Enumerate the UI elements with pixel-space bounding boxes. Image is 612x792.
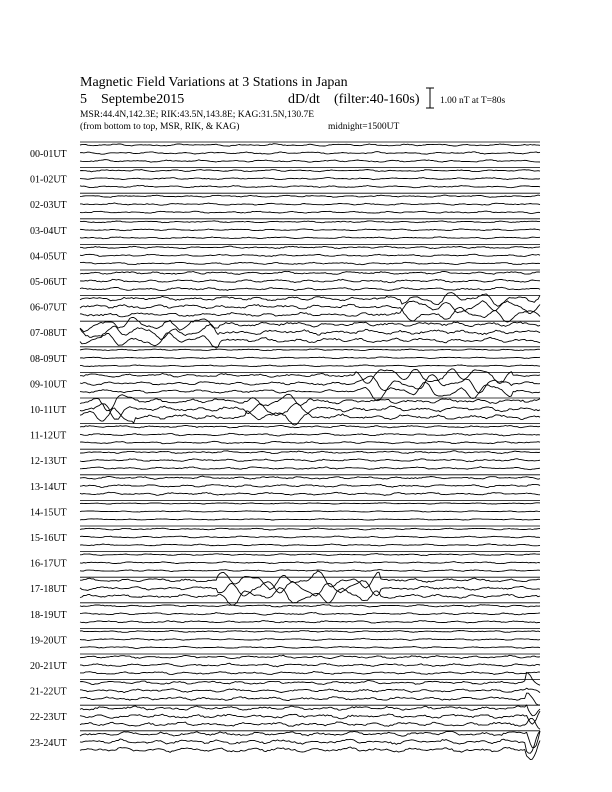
hour-label: 15-16UT <box>30 533 67 544</box>
trace-msr <box>80 621 540 623</box>
trace-msr <box>80 365 540 367</box>
trace-rik <box>80 403 540 419</box>
trace-rik <box>80 229 540 231</box>
trace-msr <box>80 718 540 729</box>
hour-label: 02-03UT <box>30 200 67 212</box>
hour-label: 14-15UT <box>30 507 67 519</box>
trace-rik <box>80 178 540 180</box>
trace-msr <box>80 237 540 239</box>
trace-msr <box>80 308 540 323</box>
trace-kag <box>80 731 540 748</box>
trace-kag <box>80 476 540 479</box>
filter-label: (filter:40-160s) <box>334 92 420 107</box>
scale-bar <box>426 88 434 108</box>
hour-label: 07-08UT <box>30 328 67 340</box>
trace-rik <box>80 485 540 488</box>
trace-msr <box>80 570 540 572</box>
trace-rik <box>80 536 540 538</box>
trace-rik <box>80 663 540 667</box>
hour-label: 23-24UT <box>30 737 67 749</box>
trace-kag <box>80 631 540 633</box>
trace-rik <box>80 357 540 359</box>
trace-kag <box>80 221 540 223</box>
trace-msr <box>80 519 540 520</box>
scale-bar-label: 1.00 nT at T=80s <box>440 96 506 106</box>
trace-kag <box>80 503 540 504</box>
trace-kag <box>80 349 540 351</box>
trace-rik <box>80 433 540 436</box>
hour-label: 00-01UT <box>30 149 67 160</box>
hour-label: 19-20UT <box>30 635 67 647</box>
trace-msr <box>80 671 540 674</box>
trace-rik <box>80 562 540 564</box>
hour-label: 13-14UT <box>30 481 67 493</box>
trace-rik <box>80 301 540 314</box>
trace-kag <box>80 425 540 427</box>
trace-kag <box>80 195 540 197</box>
trace-rik <box>80 613 540 616</box>
trace-rik <box>80 581 540 597</box>
trace-rik <box>80 459 540 462</box>
hour-label: 04-05UT <box>30 251 67 263</box>
trace-msr <box>80 544 540 546</box>
trace-msr <box>80 211 540 213</box>
trace-kag <box>80 705 540 716</box>
trace-rik <box>80 688 540 692</box>
hour-label: 01-02UT <box>30 174 67 186</box>
trace-msr <box>80 287 540 290</box>
hour-label: 05-06UT <box>30 277 67 288</box>
trace-msr <box>80 646 540 648</box>
trace-rik <box>80 152 540 155</box>
trace-rik <box>80 254 540 256</box>
trace-msr <box>80 467 540 470</box>
trace-kag <box>80 293 540 307</box>
station-order-note: (from bottom to top, MSR, RIK, & KAG) <box>80 122 240 132</box>
hour-label: 21-22UT <box>30 686 67 698</box>
trace-kag <box>80 672 540 685</box>
midnight-note: midnight=1500UT <box>328 122 400 132</box>
trace-kag <box>80 394 540 410</box>
trace-rik <box>80 279 540 282</box>
trace-msr <box>80 333 540 348</box>
chart-title: Magnetic Field Variations at 3 Stations in Japan <box>80 75 348 90</box>
trace-rik <box>80 638 540 640</box>
hour-label: 06-07UT <box>30 302 67 314</box>
trace-msr <box>80 408 540 425</box>
trace-kag <box>80 571 540 590</box>
trace-kag <box>80 170 540 172</box>
trace-kag <box>80 246 540 249</box>
trace-msr <box>80 741 540 760</box>
hour-label: 10-11UT <box>30 405 67 416</box>
hour-label: 03-04UT <box>30 225 67 237</box>
hour-label: 17-18UT <box>30 584 67 596</box>
trace-kag <box>80 528 540 530</box>
trace-msr <box>80 441 540 443</box>
trace-msr <box>80 693 540 705</box>
trace-kag <box>80 369 540 384</box>
hour-label: 22-23UT <box>30 712 67 724</box>
hour-label: 12-13UT <box>30 456 67 468</box>
hour-label: 18-19UT <box>30 609 67 621</box>
trace-msr <box>80 262 540 264</box>
hour-label: 09-10UT <box>30 379 67 391</box>
hour-label: 16-17UT <box>30 558 67 570</box>
trace-rik <box>80 203 540 205</box>
trace-kag <box>80 144 540 147</box>
trace-kag <box>80 451 540 454</box>
stations-coordinates: MSR:44.4N,142.3E; RIK:43.5N,143.8E; KAG:31.5N,130.7E <box>80 110 315 120</box>
hour-label: 08-09UT <box>30 353 67 365</box>
trace-kag <box>80 655 540 658</box>
trace-rik <box>80 375 540 393</box>
date-day: 5 <box>80 92 87 107</box>
trace-msr <box>80 160 540 163</box>
quantity-label: dD/dt <box>288 92 320 107</box>
hour-label: 11-12UT <box>30 430 67 442</box>
trace-kag <box>80 271 540 274</box>
trace-kag <box>80 554 540 556</box>
trace-kag <box>80 605 540 607</box>
hour-panels <box>30 142 540 760</box>
hour-label: 20-21UT <box>30 661 67 672</box>
trace-msr <box>80 492 540 495</box>
date-month-year: Septembe2015 <box>101 92 185 107</box>
trace-rik <box>80 511 540 512</box>
trace-msr <box>80 186 540 188</box>
